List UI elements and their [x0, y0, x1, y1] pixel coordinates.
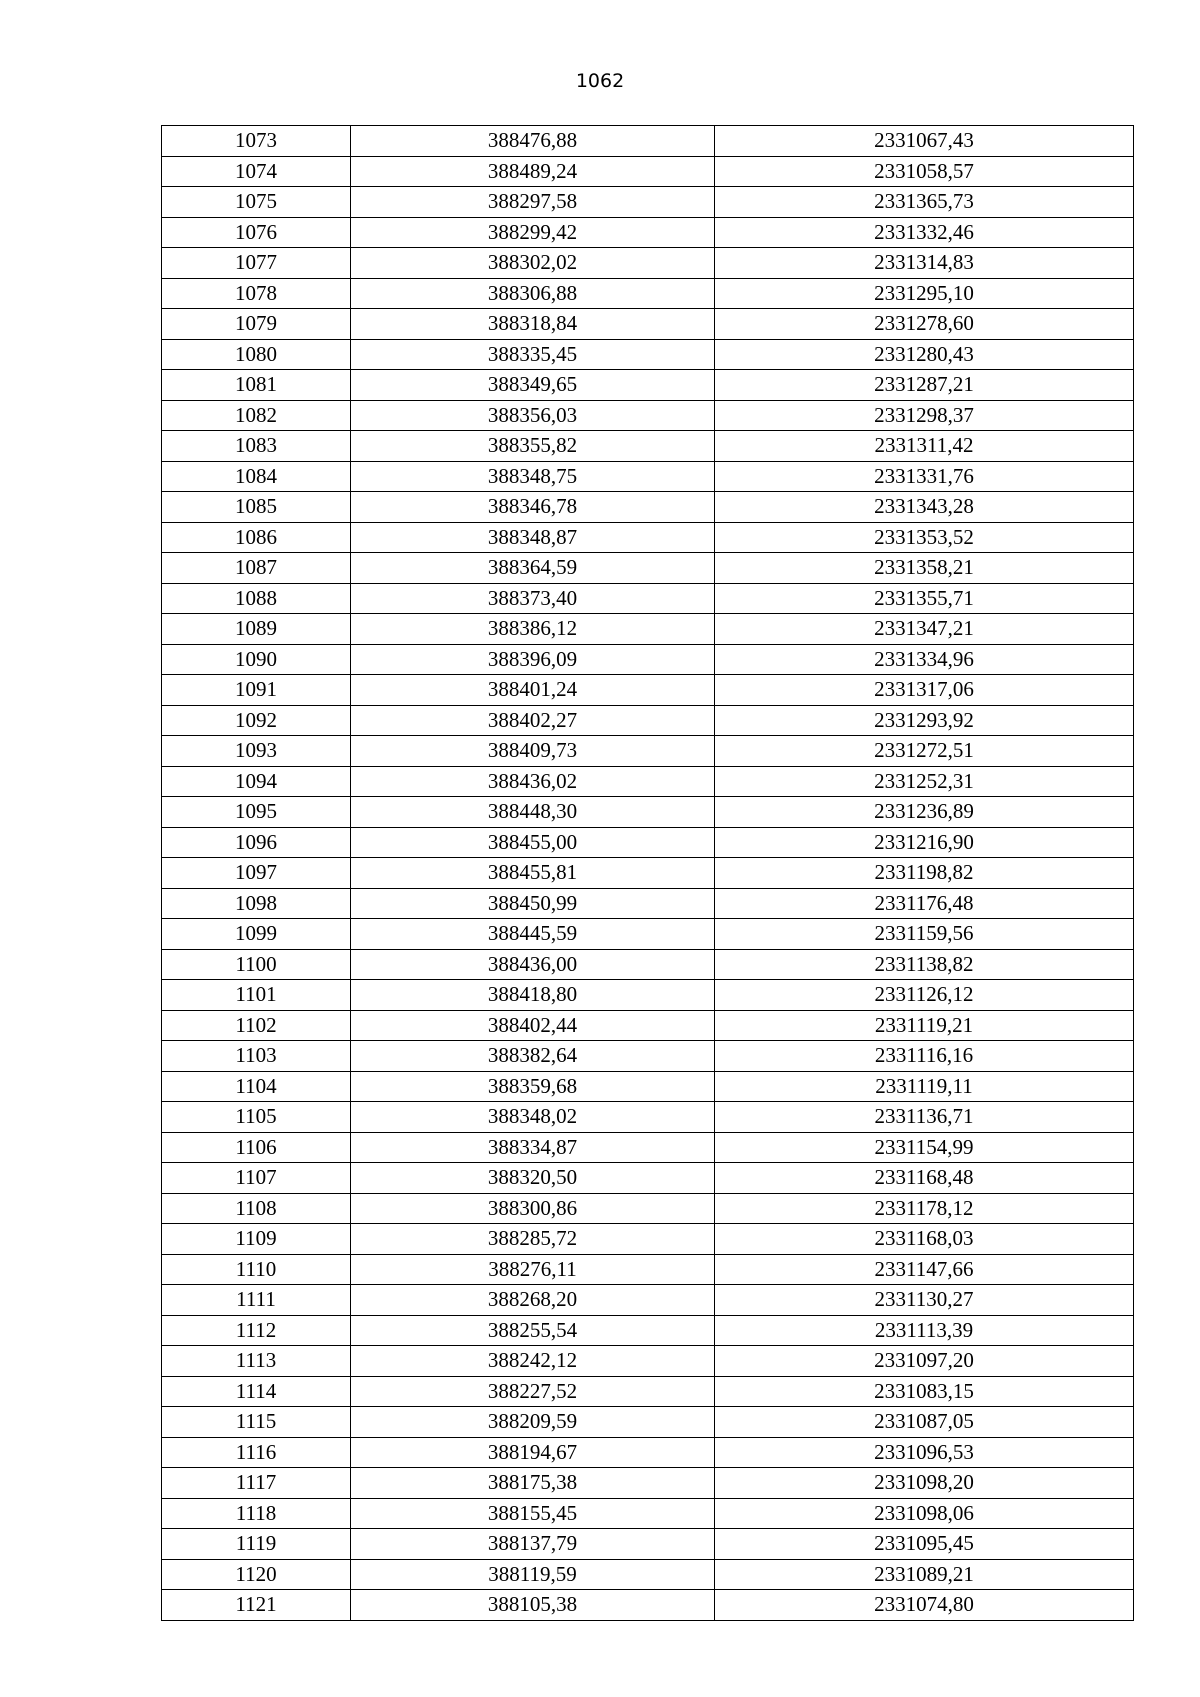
- y-coordinate-cell: 2331058,57: [715, 156, 1134, 187]
- y-coordinate-cell: 2331097,20: [715, 1346, 1134, 1377]
- point-number-cell: 1087: [162, 553, 351, 584]
- point-number-cell: 1099: [162, 919, 351, 950]
- x-coordinate-cell: 388348,87: [351, 522, 715, 553]
- y-coordinate-cell: 2331089,21: [715, 1559, 1134, 1590]
- table-row: [162, 1010, 1134, 1041]
- point-number-cell: 1094: [162, 766, 351, 797]
- y-coordinate-cell: 2331087,05: [715, 1407, 1134, 1438]
- y-coordinate-cell: 2331147,66: [715, 1254, 1134, 1285]
- table-row: [162, 675, 1134, 706]
- point-number-cell: 1085: [162, 492, 351, 523]
- x-coordinate-cell: 388418,80: [351, 980, 715, 1011]
- table-row: [162, 248, 1134, 279]
- table-row: [162, 736, 1134, 767]
- table-row: [162, 1468, 1134, 1499]
- y-coordinate-cell: 2331343,28: [715, 492, 1134, 523]
- y-coordinate-cell: 2331314,83: [715, 248, 1134, 279]
- point-number-cell: 1106: [162, 1132, 351, 1163]
- point-number-cell: 1110: [162, 1254, 351, 1285]
- y-coordinate-cell: 2331358,21: [715, 553, 1134, 584]
- table-row: [162, 400, 1134, 431]
- x-coordinate-cell: 388448,30: [351, 797, 715, 828]
- table-row: [162, 1437, 1134, 1468]
- point-number-cell: 1088: [162, 583, 351, 614]
- x-coordinate-cell: 388268,20: [351, 1285, 715, 1316]
- table-row: [162, 1315, 1134, 1346]
- table-row: [162, 126, 1134, 157]
- x-coordinate-cell: 388436,00: [351, 949, 715, 980]
- x-coordinate-cell: 388318,84: [351, 309, 715, 340]
- x-coordinate-cell: 388402,44: [351, 1010, 715, 1041]
- table-row: [162, 156, 1134, 187]
- table-row: [162, 614, 1134, 645]
- point-number-cell: 1079: [162, 309, 351, 340]
- table-row: [162, 980, 1134, 1011]
- table-row: [162, 1071, 1134, 1102]
- x-coordinate-cell: 388175,38: [351, 1468, 715, 1499]
- table-row: [162, 1529, 1134, 1560]
- point-number-cell: 1093: [162, 736, 351, 767]
- table-row: [162, 858, 1134, 889]
- x-coordinate-cell: 388349,65: [351, 370, 715, 401]
- point-number-cell: 1101: [162, 980, 351, 1011]
- x-coordinate-cell: 388359,68: [351, 1071, 715, 1102]
- point-number-cell: 1097: [162, 858, 351, 889]
- x-coordinate-cell: 388386,12: [351, 614, 715, 645]
- y-coordinate-cell: 2331096,53: [715, 1437, 1134, 1468]
- x-coordinate-cell: 388364,59: [351, 553, 715, 584]
- y-coordinate-cell: 2331347,21: [715, 614, 1134, 645]
- point-number-cell: 1111: [162, 1285, 351, 1316]
- point-number-cell: 1096: [162, 827, 351, 858]
- point-number-cell: 1076: [162, 217, 351, 248]
- table-row: [162, 1041, 1134, 1072]
- y-coordinate-cell: 2331272,51: [715, 736, 1134, 767]
- x-coordinate-cell: 388402,27: [351, 705, 715, 736]
- x-coordinate-cell: 388445,59: [351, 919, 715, 950]
- table-row: [162, 1559, 1134, 1590]
- x-coordinate-cell: 388356,03: [351, 400, 715, 431]
- point-number-cell: 1118: [162, 1498, 351, 1529]
- x-coordinate-cell: 388348,75: [351, 461, 715, 492]
- y-coordinate-cell: 2331178,12: [715, 1193, 1134, 1224]
- y-coordinate-cell: 2331198,82: [715, 858, 1134, 889]
- point-number-cell: 1095: [162, 797, 351, 828]
- y-coordinate-cell: 2331298,37: [715, 400, 1134, 431]
- point-number-cell: 1105: [162, 1102, 351, 1133]
- x-coordinate-cell: 388455,00: [351, 827, 715, 858]
- y-coordinate-cell: 2331311,42: [715, 431, 1134, 462]
- point-number-cell: 1082: [162, 400, 351, 431]
- x-coordinate-cell: 388489,24: [351, 156, 715, 187]
- y-coordinate-cell: 2331293,92: [715, 705, 1134, 736]
- y-coordinate-cell: 2331119,21: [715, 1010, 1134, 1041]
- y-coordinate-cell: 2331119,11: [715, 1071, 1134, 1102]
- table-row: [162, 309, 1134, 340]
- table-row: [162, 827, 1134, 858]
- x-coordinate-cell: 388348,02: [351, 1102, 715, 1133]
- table-row: [162, 1102, 1134, 1133]
- y-coordinate-cell: 2331138,82: [715, 949, 1134, 980]
- table-row: [162, 949, 1134, 980]
- table-row: [162, 797, 1134, 828]
- x-coordinate-cell: 388401,24: [351, 675, 715, 706]
- y-coordinate-cell: 2331116,16: [715, 1041, 1134, 1072]
- table-row: [162, 1407, 1134, 1438]
- x-coordinate-cell: 388242,12: [351, 1346, 715, 1377]
- y-coordinate-cell: 2331236,89: [715, 797, 1134, 828]
- y-coordinate-cell: 2331353,52: [715, 522, 1134, 553]
- point-number-cell: 1119: [162, 1529, 351, 1560]
- x-coordinate-cell: 388276,11: [351, 1254, 715, 1285]
- table-row: [162, 888, 1134, 919]
- x-coordinate-cell: 388155,45: [351, 1498, 715, 1529]
- point-number-cell: 1113: [162, 1346, 351, 1377]
- coordinates-table-body: [162, 126, 1134, 1621]
- y-coordinate-cell: 2331074,80: [715, 1590, 1134, 1621]
- table-row: [162, 278, 1134, 309]
- x-coordinate-cell: 388355,82: [351, 431, 715, 462]
- point-number-cell: 1081: [162, 370, 351, 401]
- table-row: [162, 553, 1134, 584]
- y-coordinate-cell: 2331365,73: [715, 187, 1134, 218]
- x-coordinate-cell: 388119,59: [351, 1559, 715, 1590]
- x-coordinate-cell: 388455,81: [351, 858, 715, 889]
- x-coordinate-cell: 388436,02: [351, 766, 715, 797]
- point-number-cell: 1109: [162, 1224, 351, 1255]
- table-row: [162, 217, 1134, 248]
- x-coordinate-cell: 388409,73: [351, 736, 715, 767]
- point-number-cell: 1104: [162, 1071, 351, 1102]
- table-row: [162, 1193, 1134, 1224]
- x-coordinate-cell: 388302,02: [351, 248, 715, 279]
- table-row: [162, 431, 1134, 462]
- y-coordinate-cell: 2331095,45: [715, 1529, 1134, 1560]
- x-coordinate-cell: 388306,88: [351, 278, 715, 309]
- x-coordinate-cell: 388450,99: [351, 888, 715, 919]
- point-number-cell: 1086: [162, 522, 351, 553]
- y-coordinate-cell: 2331126,12: [715, 980, 1134, 1011]
- page-number: 1062: [575, 70, 625, 92]
- point-number-cell: 1080: [162, 339, 351, 370]
- table-row: [162, 1285, 1134, 1316]
- y-coordinate-cell: 2331334,96: [715, 644, 1134, 675]
- y-coordinate-cell: 2331067,43: [715, 126, 1134, 157]
- point-number-cell: 1089: [162, 614, 351, 645]
- x-coordinate-cell: 388346,78: [351, 492, 715, 523]
- y-coordinate-cell: 2331331,76: [715, 461, 1134, 492]
- table-row: [162, 919, 1134, 950]
- y-coordinate-cell: 2331159,56: [715, 919, 1134, 950]
- y-coordinate-cell: 2331176,48: [715, 888, 1134, 919]
- y-coordinate-cell: 2331130,27: [715, 1285, 1134, 1316]
- point-number-cell: 1108: [162, 1193, 351, 1224]
- x-coordinate-cell: 388476,88: [351, 126, 715, 157]
- point-number-cell: 1116: [162, 1437, 351, 1468]
- table-row: [162, 1590, 1134, 1621]
- point-number-cell: 1092: [162, 705, 351, 736]
- y-coordinate-cell: 2331113,39: [715, 1315, 1134, 1346]
- y-coordinate-cell: 2331317,06: [715, 675, 1134, 706]
- point-number-cell: 1078: [162, 278, 351, 309]
- point-number-cell: 1102: [162, 1010, 351, 1041]
- y-coordinate-cell: 2331332,46: [715, 217, 1134, 248]
- point-number-cell: 1120: [162, 1559, 351, 1590]
- x-coordinate-cell: 388297,58: [351, 187, 715, 218]
- table-row: [162, 1163, 1134, 1194]
- table-row: [162, 1376, 1134, 1407]
- y-coordinate-cell: 2331278,60: [715, 309, 1134, 340]
- table-row: [162, 461, 1134, 492]
- x-coordinate-cell: 388227,52: [351, 1376, 715, 1407]
- y-coordinate-cell: 2331154,99: [715, 1132, 1134, 1163]
- point-number-cell: 1107: [162, 1163, 351, 1194]
- y-coordinate-cell: 2331355,71: [715, 583, 1134, 614]
- y-coordinate-cell: 2331280,43: [715, 339, 1134, 370]
- y-coordinate-cell: 2331287,21: [715, 370, 1134, 401]
- x-coordinate-cell: 388285,72: [351, 1224, 715, 1255]
- x-coordinate-cell: 388137,79: [351, 1529, 715, 1560]
- table-row: [162, 766, 1134, 797]
- point-number-cell: 1112: [162, 1315, 351, 1346]
- y-coordinate-cell: 2331168,03: [715, 1224, 1134, 1255]
- x-coordinate-cell: 388255,54: [351, 1315, 715, 1346]
- table-row: [162, 370, 1134, 401]
- point-number-cell: 1103: [162, 1041, 351, 1072]
- point-number-cell: 1114: [162, 1376, 351, 1407]
- point-number-cell: 1115: [162, 1407, 351, 1438]
- x-coordinate-cell: 388335,45: [351, 339, 715, 370]
- x-coordinate-cell: 388320,50: [351, 1163, 715, 1194]
- x-coordinate-cell: 388382,64: [351, 1041, 715, 1072]
- point-number-cell: 1091: [162, 675, 351, 706]
- y-coordinate-cell: 2331168,48: [715, 1163, 1134, 1194]
- point-number-cell: 1074: [162, 156, 351, 187]
- point-number-cell: 1083: [162, 431, 351, 462]
- table-row: [162, 583, 1134, 614]
- point-number-cell: 1117: [162, 1468, 351, 1499]
- point-number-cell: 1090: [162, 644, 351, 675]
- table-row: [162, 1254, 1134, 1285]
- x-coordinate-cell: 388105,38: [351, 1590, 715, 1621]
- x-coordinate-cell: 388334,87: [351, 1132, 715, 1163]
- table-row: [162, 1224, 1134, 1255]
- point-number-cell: 1100: [162, 949, 351, 980]
- x-coordinate-cell: 388300,86: [351, 1193, 715, 1224]
- coordinates-table: [161, 125, 1134, 1621]
- table-row: [162, 187, 1134, 218]
- x-coordinate-cell: 388396,09: [351, 644, 715, 675]
- table-row: [162, 339, 1134, 370]
- table-row: [162, 1132, 1134, 1163]
- y-coordinate-cell: 2331295,10: [715, 278, 1134, 309]
- point-number-cell: 1073: [162, 126, 351, 157]
- y-coordinate-cell: 2331098,06: [715, 1498, 1134, 1529]
- point-number-cell: 1121: [162, 1590, 351, 1621]
- point-number-cell: 1075: [162, 187, 351, 218]
- table-row: [162, 705, 1134, 736]
- x-coordinate-cell: 388373,40: [351, 583, 715, 614]
- point-number-cell: 1084: [162, 461, 351, 492]
- table-row: [162, 1498, 1134, 1529]
- y-coordinate-cell: 2331083,15: [715, 1376, 1134, 1407]
- x-coordinate-cell: 388194,67: [351, 1437, 715, 1468]
- table-row: [162, 644, 1134, 675]
- table-row: [162, 492, 1134, 523]
- y-coordinate-cell: 2331252,31: [715, 766, 1134, 797]
- y-coordinate-cell: 2331098,20: [715, 1468, 1134, 1499]
- table-row: [162, 1346, 1134, 1377]
- y-coordinate-cell: 2331216,90: [715, 827, 1134, 858]
- x-coordinate-cell: 388209,59: [351, 1407, 715, 1438]
- x-coordinate-cell: 388299,42: [351, 217, 715, 248]
- point-number-cell: 1077: [162, 248, 351, 279]
- table-row: [162, 522, 1134, 553]
- y-coordinate-cell: 2331136,71: [715, 1102, 1134, 1133]
- point-number-cell: 1098: [162, 888, 351, 919]
